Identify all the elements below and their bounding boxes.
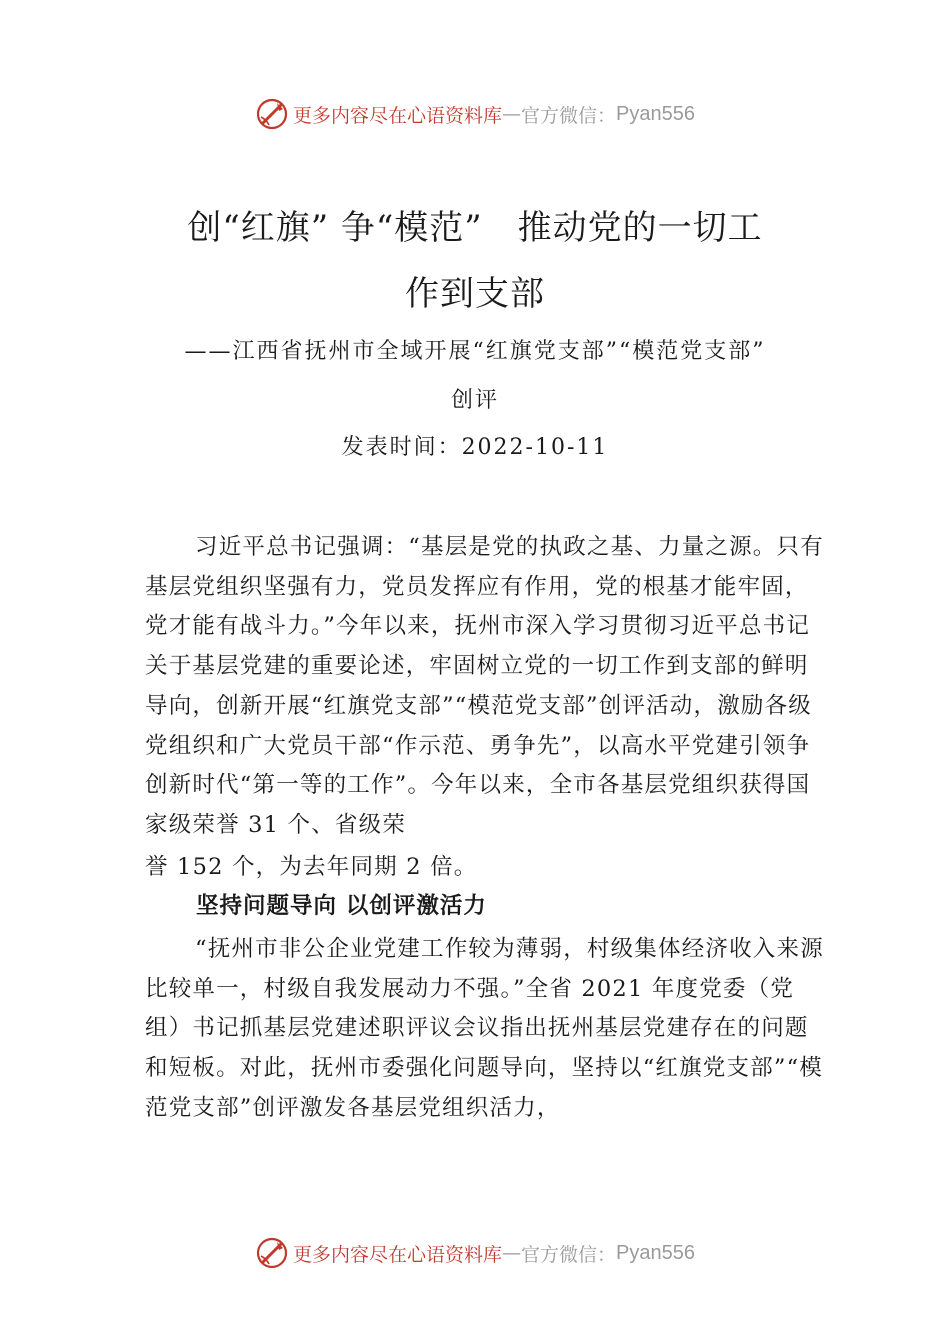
header-watermark-banner [0, 94, 950, 134]
title-line-1: 创“红旗” 争“模范” 推动党的一切工 [187, 208, 763, 248]
brand-logo-icon [255, 97, 289, 131]
publish-date: 发表时间：2022-10-11 [341, 435, 609, 460]
wechat-id: Pyan556 [616, 1241, 695, 1264]
footer-watermark-banner [0, 1233, 950, 1273]
paragraph-2 [145, 930, 825, 1129]
paragraph-1 [145, 528, 825, 887]
wechat-label: 官方微信： [521, 104, 617, 127]
title-line-2: 作到支部 [405, 274, 545, 314]
subtitle-line-1: ——江西省抚州市全域开展“红旗党支部”“模范党支部” [184, 339, 766, 364]
paragraph-2-text: “抚州市非公企业党建工作较为薄弱，村级集体经济收入来源比较单一，村级自我发展动力不强。”全省 2021 年度党委（党组）书记抓基层党建述职评议会议指出抚州基层党建存在的问题和短板。对此，抚州市委强化问题导向，坚持以“红旗党支部”“模范党支部”创评激发各基层党组织活力， [145, 936, 824, 1121]
wechat-label: 官方微信： [521, 1243, 617, 1266]
subtitle-line-2: 创评 [450, 388, 499, 413]
paragraph-1-text: 习近平总书记强调：“基层是党的执政之基、力量之源。只有基层党组织坚强有力，党员发挥应有作用，党的根基才能牢固，党才能有战斗力。”今年以来，抚州市深入学习贯彻习近平总书记关于基层党建的重要论述，牢固树立党的一切工作到支部的鲜明导向，创新开展“红旗党支部”“模范党支部”创评活动，激励各级党组织和广大党员干部“作示范、勇争先”，以高水平党建引领争创新时代“第一等的工作”。今年以来，全市各基层党组织获得国家级荣誉 31 个、省级荣 [145, 534, 824, 838]
section-heading-1: 坚持问题导向 以创评激活力 [196, 893, 487, 919]
brand-name: 更多内容尽在心语资料库 [293, 1243, 503, 1266]
banner-dash: — [502, 1242, 522, 1264]
brand-logo-icon [255, 1236, 289, 1270]
wechat-id: Pyan556 [616, 102, 695, 125]
banner-dash: — [502, 103, 522, 125]
article-title [90, 195, 860, 327]
paragraph-1-tail: 誉 152 个，为去年同期 2 倍。 [145, 853, 478, 880]
brand-name: 更多内容尽在心语资料库 [293, 104, 503, 127]
